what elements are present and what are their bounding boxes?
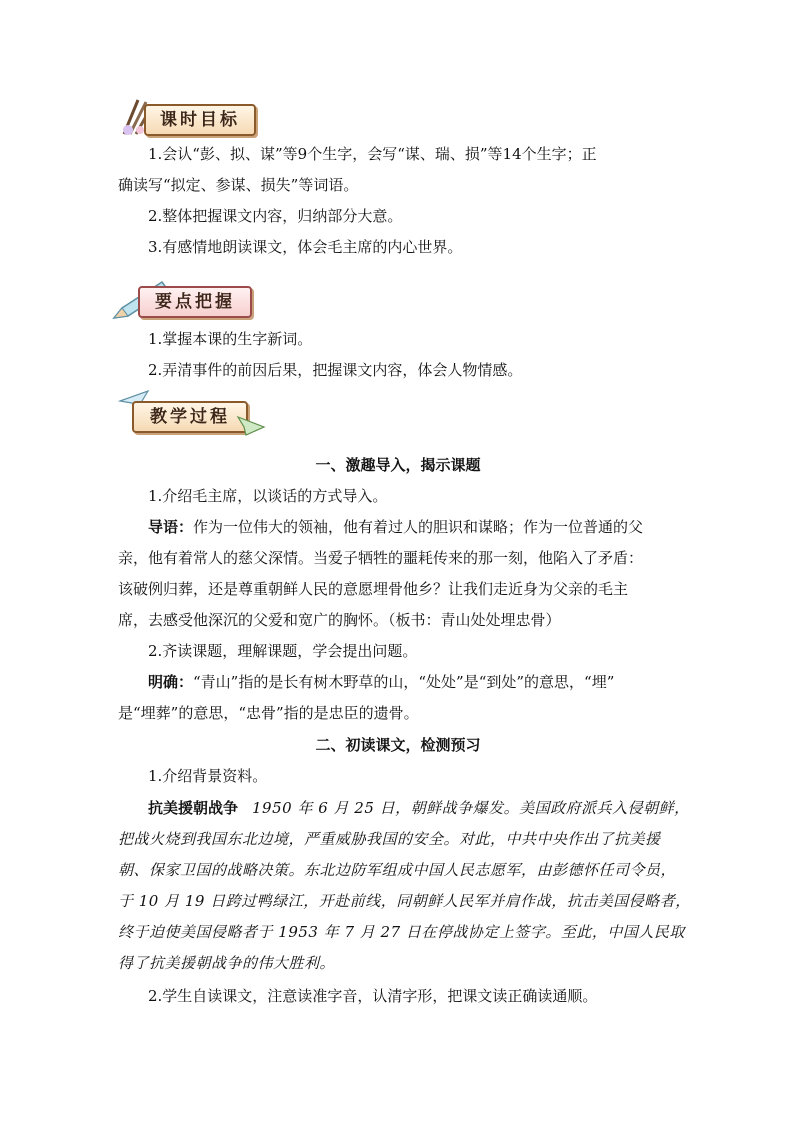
section-2-step-1: 1.介绍背景资料。 bbox=[148, 767, 268, 785]
intro-label: 导语： bbox=[148, 518, 194, 536]
goals-banner-label: 课时目标 bbox=[144, 104, 256, 136]
background-line-6: 得了抗美援朝战争的伟大胜利。 bbox=[118, 954, 336, 972]
intro-paragraph-line-1 bbox=[118, 512, 708, 543]
section-1-heading: 一、激趣导入，揭示课题 bbox=[315, 456, 481, 474]
goal-item-1-line-2: 确读写“拟定、参谋、损失”等词语。 bbox=[118, 176, 359, 194]
goal-item-1-line-1: 1.会认“彭、拟、谋”等9个生字，会写“谋、瑞、损”等14个生字；正 bbox=[148, 145, 597, 163]
background-line-1 bbox=[118, 793, 708, 824]
intro-paragraph-line-3: 该破例归葬，还是尊重朝鲜人民的意愿埋骨他乡？让我们走近身为父亲的毛主 bbox=[118, 580, 629, 598]
clarify-paragraph-line-2: 是“埋葬”的意思，“忠骨”指的是忠臣的遗骨。 bbox=[118, 704, 419, 722]
goal-item-3: 3.有感情地朗读课文，体会毛主席的内心世界。 bbox=[148, 238, 463, 256]
key-points-banner bbox=[116, 280, 256, 320]
section-1-step-1: 1.介绍毛主席，以谈话的方式导入。 bbox=[148, 487, 388, 505]
intro-paragraph-line-2: 亲，他有着常人的慈父深情。当爱子牺牲的噩耗传来的那一刻，他陷入了矛盾： bbox=[118, 549, 644, 567]
clarify-text: “青山”指的是长有树木野草的山，“处处”是“到处”的意思，“埋” bbox=[193, 673, 615, 691]
clarify-paragraph-line-1 bbox=[118, 667, 708, 698]
clarify-label: 明确： bbox=[148, 673, 194, 691]
key-points-banner-label: 要点把握 bbox=[138, 286, 252, 318]
section-2-heading: 二、初读课文，检测预习 bbox=[315, 736, 481, 754]
process-banner-label: 教学过程 bbox=[132, 401, 248, 433]
key-point-1: 1.掌握本课的生字新词。 bbox=[148, 330, 313, 348]
paper-plane-icon bbox=[236, 413, 266, 439]
goals-banner bbox=[118, 98, 258, 138]
background-line-5: 终于迫使美国侵略者于 1953 年 7 月 27 日在停战协定上签字。至此，中国人民取 bbox=[118, 923, 685, 941]
section-1-step-2: 2.齐读课题，理解课题，学会提出问题。 bbox=[148, 642, 418, 660]
key-point-2: 2.弄清事件的前因后果，把握课文内容，体会人物情感。 bbox=[148, 361, 523, 379]
intro-text: 作为一位伟大的领袖，他有着过人的胆识和谋略；作为一位普通的父 bbox=[193, 518, 644, 536]
background-line-2: 把战火烧到我国东北边境，严重威胁我国的安全。对此，中共中央作出了抗美援 bbox=[118, 830, 661, 848]
background-line-3: 朝、保家卫国的战略决策。东北边防军组成中国人民志愿军，由彭德怀任司令员， bbox=[118, 861, 677, 879]
background-text: 1950 年 6 月 25 日，朝鲜战争爆发。美国政府派兵入侵朝鲜， bbox=[252, 799, 690, 817]
background-line-4: 于 10 月 19 日跨过鸭绿江，开赴前线，同朝鲜人民军并肩作战，抗击美国侵略者， bbox=[118, 892, 691, 910]
intro-paragraph-line-4: 席，去感受他深沉的父爱和宽广的胸怀。（板书：青山处处埋忠骨） bbox=[118, 611, 561, 629]
background-label: 抗美援朝战争 bbox=[148, 799, 239, 817]
section-2-step-2: 2.学生自读课文，注意读准字音，认清字形，把课文读正确读通顺。 bbox=[148, 987, 598, 1005]
process-banner bbox=[118, 395, 268, 435]
goal-item-2: 2.整体把握课文内容，归纳部分大意。 bbox=[148, 207, 403, 225]
